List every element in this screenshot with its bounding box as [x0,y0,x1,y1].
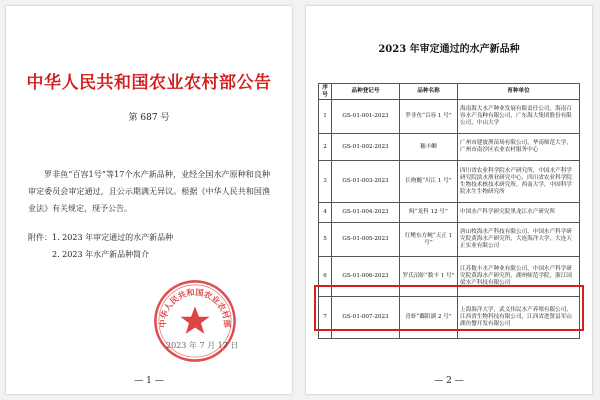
cell-no: 7 [319,297,332,339]
cell-unit: 江苏数丰水产种业有限公司，中国水产科学研究院黄海水产研究所，湖州师范学院，浙江国梁水产科技有限公司 [458,257,580,297]
cell-reg: GS-01-002-2023 [332,134,400,161]
cell-reg: GS-01-007-2023 [332,297,400,339]
cell-unit: 中国水产科学研究院黑龙江水产研究所 [458,203,580,223]
page-number-right: — 2 — [434,376,464,386]
column-header-unit: 育种单位 [458,84,580,100]
attachment-page [306,6,592,394]
table-row [319,203,580,223]
cell-no: 1 [319,100,332,134]
attachment-1: 附件：1. 2023 年审定通过的水产新品种 [28,233,174,242]
official-seal-icon [152,278,238,364]
cell-unit: 四川省农业科学院水产研究所，中国水产科学研究院淡水渔业研究中心，四川省农业科学院生物技术核技术研究所，西南大学，中国科学院水生生物研究所 [458,161,580,203]
issue-date: 2023 年 7 月 17 日 [166,341,239,350]
column-header-no: 序号 [319,84,332,100]
cell-reg: GS-01-001-2023 [332,100,400,134]
document-number: 第 687 号 [128,113,170,123]
announcement-body: 罗非鱼“百容1号”等17个水产新品种，业经全国水产原种和良种审定委员会审定通过，且公示期满无异议。根据《中华人民共和国渔业法》有关规定，现予公告。 [28,170,270,213]
seal-text: 中华人民共和国农业农村部 [157,286,233,328]
table-row [319,161,580,203]
page-number-left: — 1 — [134,376,164,386]
cell-name: 鲟“龙科 12 号” [400,203,458,223]
cell-no: 3 [319,161,332,203]
cell-reg: GS-01-003-2023 [332,161,400,203]
cell-name: 罗氏沼虾“数丰 1 号” [400,257,458,297]
table-header-row [319,84,580,100]
cell-unit: 广州市建波渔苗场有限公司，华南师范大学，广州市南沙区农业农村服务中心 [458,134,580,161]
column-header-name: 品种名称 [400,84,458,100]
table-row [319,100,580,134]
cell-no: 4 [319,203,332,223]
table-title: 2023 年审定通过的水产新品种 [378,44,520,55]
row-highlight-box [314,285,584,331]
cell-name: 长吻鮠“川江 1 号” [400,161,458,203]
table-row [319,134,580,161]
cell-name: 罗非鱼“百容 1 号” [400,100,458,134]
cell-reg: GS-01-005-2023 [332,223,400,257]
column-header-reg: 品种登记号 [332,84,400,100]
cell-name: 青虾“鄱阳湖 2 号” [400,297,458,339]
cell-unit: 唐山牧海水产科技有限公司，中国水产科学研究院黄海水产研究所，大连海洋大学，大连天正实业有限公司 [458,223,580,257]
table-row [319,223,580,257]
announcement-page [6,6,292,394]
cell-no: 6 [319,257,332,297]
cell-reg: GS-01-006-2023 [332,257,400,297]
cell-unit: 上海海洋大学，武义伟民水产养殖有限公司，江西省生物科技有限公司，江西省进贤县军山湖鱼蟹开发有限公司 [458,297,580,339]
cell-name: 红鳍东方鲀“天正 1 号” [400,223,458,257]
cell-unit: 海南海大水产种业发展有限责任公司，海南百容水产良种有限公司，广东海大集团股份有限公司，中山大学 [458,100,580,134]
cell-reg: GS-01-004-2023 [332,203,400,223]
cell-no: 5 [319,223,332,257]
attachment-2: 2. 2023 年水产新品种简介 [52,250,150,259]
cell-no: 2 [319,134,332,161]
cell-name: 穗丰鲫 [400,134,458,161]
announcement-heading: 中华人民共和国农业农村部公告 [26,73,272,93]
